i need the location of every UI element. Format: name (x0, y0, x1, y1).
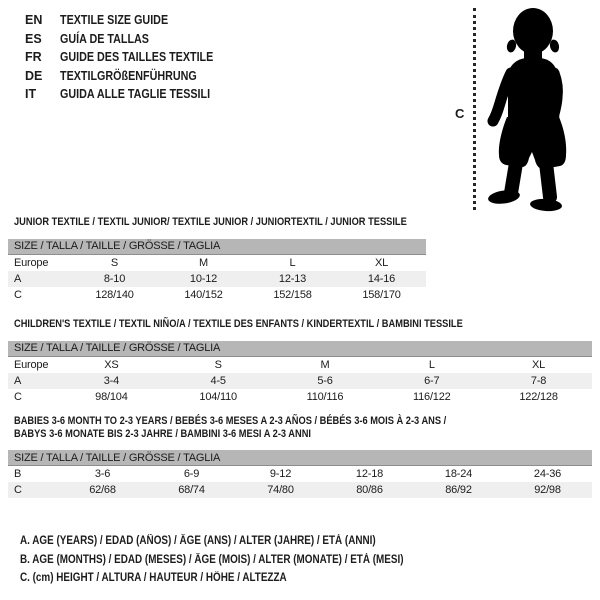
language-code: DE (25, 68, 43, 83)
table-cell: 4-5 (210, 374, 226, 387)
table-title-line (14, 216, 426, 229)
table-cell: 8-10 (103, 272, 126, 285)
language-code: IT (25, 87, 37, 102)
table-cell: 140/152 (184, 288, 223, 301)
table-row (8, 466, 592, 482)
footnote-c (20, 568, 466, 587)
table-title-text: JUNIOR TEXTILE / TEXTIL JUNIOR/ TEXTILE JUNIOR / JUNIORTEXTIL / JUNIOR TESSILE (14, 216, 407, 228)
table-title (8, 216, 426, 229)
table-cell: 7-8 (530, 374, 547, 387)
measure-label-c: C (455, 106, 465, 121)
footnote-c-text: C. (cm) HEIGHT / ALTURA / HAUTEUR / HÖHE / ALTEZZA (20, 572, 287, 584)
table-title-line (14, 428, 592, 441)
table-cell: 152/158 (273, 288, 312, 301)
row-label: A (14, 272, 22, 285)
toddler-silhouette (480, 5, 600, 215)
row-label: C (14, 484, 22, 496)
children-size-table (8, 318, 592, 405)
table-cell: 12-13 (278, 272, 307, 285)
lang-row-it (25, 85, 238, 104)
table-cell: 86/92 (445, 484, 472, 496)
table-cell: 14-16 (367, 272, 396, 285)
guide-title-fr: GUIDE DES TAILLES TEXTILE (60, 50, 214, 65)
footnote-legend (20, 531, 466, 587)
table-title-text: BABYS 3-6 MONATE BIS 2-3 JAHRE / BAMBINI 3-6 MESI A 2-3 ANNI (14, 427, 312, 440)
table-cell: 104/110 (199, 390, 237, 403)
size-header-text: SIZE / TALLA / TAILLE / GRÖSSE / TAGLIA (14, 240, 221, 252)
table-cell: 80/86 (356, 484, 383, 496)
table-cell: 5-6 (317, 374, 333, 387)
table-cell: XL (532, 358, 546, 371)
table-cell: 3-6 (94, 468, 111, 480)
row-label: Europe (14, 256, 49, 269)
language-header (25, 11, 238, 104)
table-row (8, 287, 426, 303)
footnote-b (20, 550, 466, 569)
table-cell: 18-24 (444, 468, 473, 480)
table-cell: 98/104 (95, 390, 128, 403)
lang-row-es (25, 30, 238, 49)
table-title (8, 415, 592, 440)
table-cell: 6-7 (424, 374, 440, 387)
row-label: B (14, 468, 22, 480)
lang-row-en (25, 11, 238, 30)
table-cell: 74/80 (267, 484, 294, 496)
table-cell: 92/98 (534, 484, 561, 496)
guide-title-en: TEXTILE SIZE GUIDE (60, 13, 169, 28)
table-cell: M (199, 256, 208, 269)
table-cell: 24-36 (533, 468, 562, 480)
table-cell: 10-12 (189, 272, 218, 285)
guide-title-es: GUÍA DE TALLAS (60, 31, 149, 46)
row-label: C (14, 390, 22, 403)
table-cell: S (110, 256, 119, 269)
lang-row-fr (25, 48, 238, 67)
guide-title-de: TEXTILGRÖßENFÜHRUNG (60, 68, 197, 83)
table-title-text: BABIES 3-6 MONTH TO 2-3 YEARS / BEBÉS 3-6 MESES A 2-3 AÑOS / BÉBÉS 3-6 MOIS À 2-3 ANS / (14, 415, 447, 427)
table-cell: 158/170 (362, 288, 401, 301)
language-code: FR (25, 50, 42, 65)
language-code: EN (25, 13, 43, 28)
size-header-band (8, 450, 592, 466)
table-cell: L (428, 358, 435, 371)
table-title-line (14, 318, 592, 331)
table-cell: XL (374, 256, 389, 269)
language-code: ES (25, 31, 42, 46)
row-label: Europe (14, 358, 49, 371)
table-cell: M (320, 358, 330, 371)
table-title (8, 318, 592, 331)
table-cell: 116/122 (413, 390, 451, 403)
row-label: C (14, 288, 22, 301)
table-cell: 9-12 (269, 468, 292, 480)
table-cell: L (289, 256, 296, 269)
guide-title-it: GUIDA ALLE TAGLIE TESSILI (60, 87, 211, 102)
table-cell: 62/68 (89, 484, 116, 496)
size-header-band (8, 239, 426, 255)
table-cell: 122/128 (519, 390, 558, 403)
footnote-b-text: B. AGE (MONTHS) / EDAD (MESES) / ÂGE (MOIS) / ALTER (MONATE) / ETÀ (MESI) (20, 553, 404, 566)
size-header-band (8, 341, 592, 357)
table-row (8, 482, 592, 498)
table-cell: 6-9 (183, 468, 200, 480)
table-row (8, 271, 426, 287)
table-cell: 3-4 (103, 374, 120, 387)
table-row (8, 357, 592, 373)
table-row (8, 373, 592, 389)
table-cell: 68/74 (178, 484, 205, 496)
junior-size-table (8, 216, 426, 303)
table-cell: 128/140 (95, 288, 134, 301)
table-title-text: CHILDREN'S TEXTILE / TEXTIL NIÑO/A / TEXTILE DES ENFANTS / KINDERTEXTIL / BAMBINI TESSILE (14, 318, 463, 330)
size-header-text: SIZE / TALLA / TAILLE / GRÖSSE / TAGLIA (14, 451, 221, 464)
table-cell: 12-18 (355, 468, 384, 480)
footnote-a-text: A. AGE (YEARS) / EDAD (AÑOS) / ÂGE (ANS) / ALTER (JAHRE) / ETÀ (ANNI) (20, 535, 376, 547)
footnote-a (20, 531, 466, 550)
table-cell: XS (104, 358, 119, 371)
table-cell: S (214, 358, 222, 371)
size-header-text: SIZE / TALLA / TAILLE / GRÖSSE / TAGLIA (14, 342, 221, 354)
row-label: A (14, 374, 22, 387)
table-title-line (14, 415, 592, 428)
lang-row-de (25, 67, 238, 86)
height-measure-line (473, 8, 476, 210)
babies-size-table (8, 415, 592, 498)
table-cell: 110/116 (306, 390, 344, 403)
table-row (8, 389, 592, 405)
table-row (8, 255, 426, 271)
